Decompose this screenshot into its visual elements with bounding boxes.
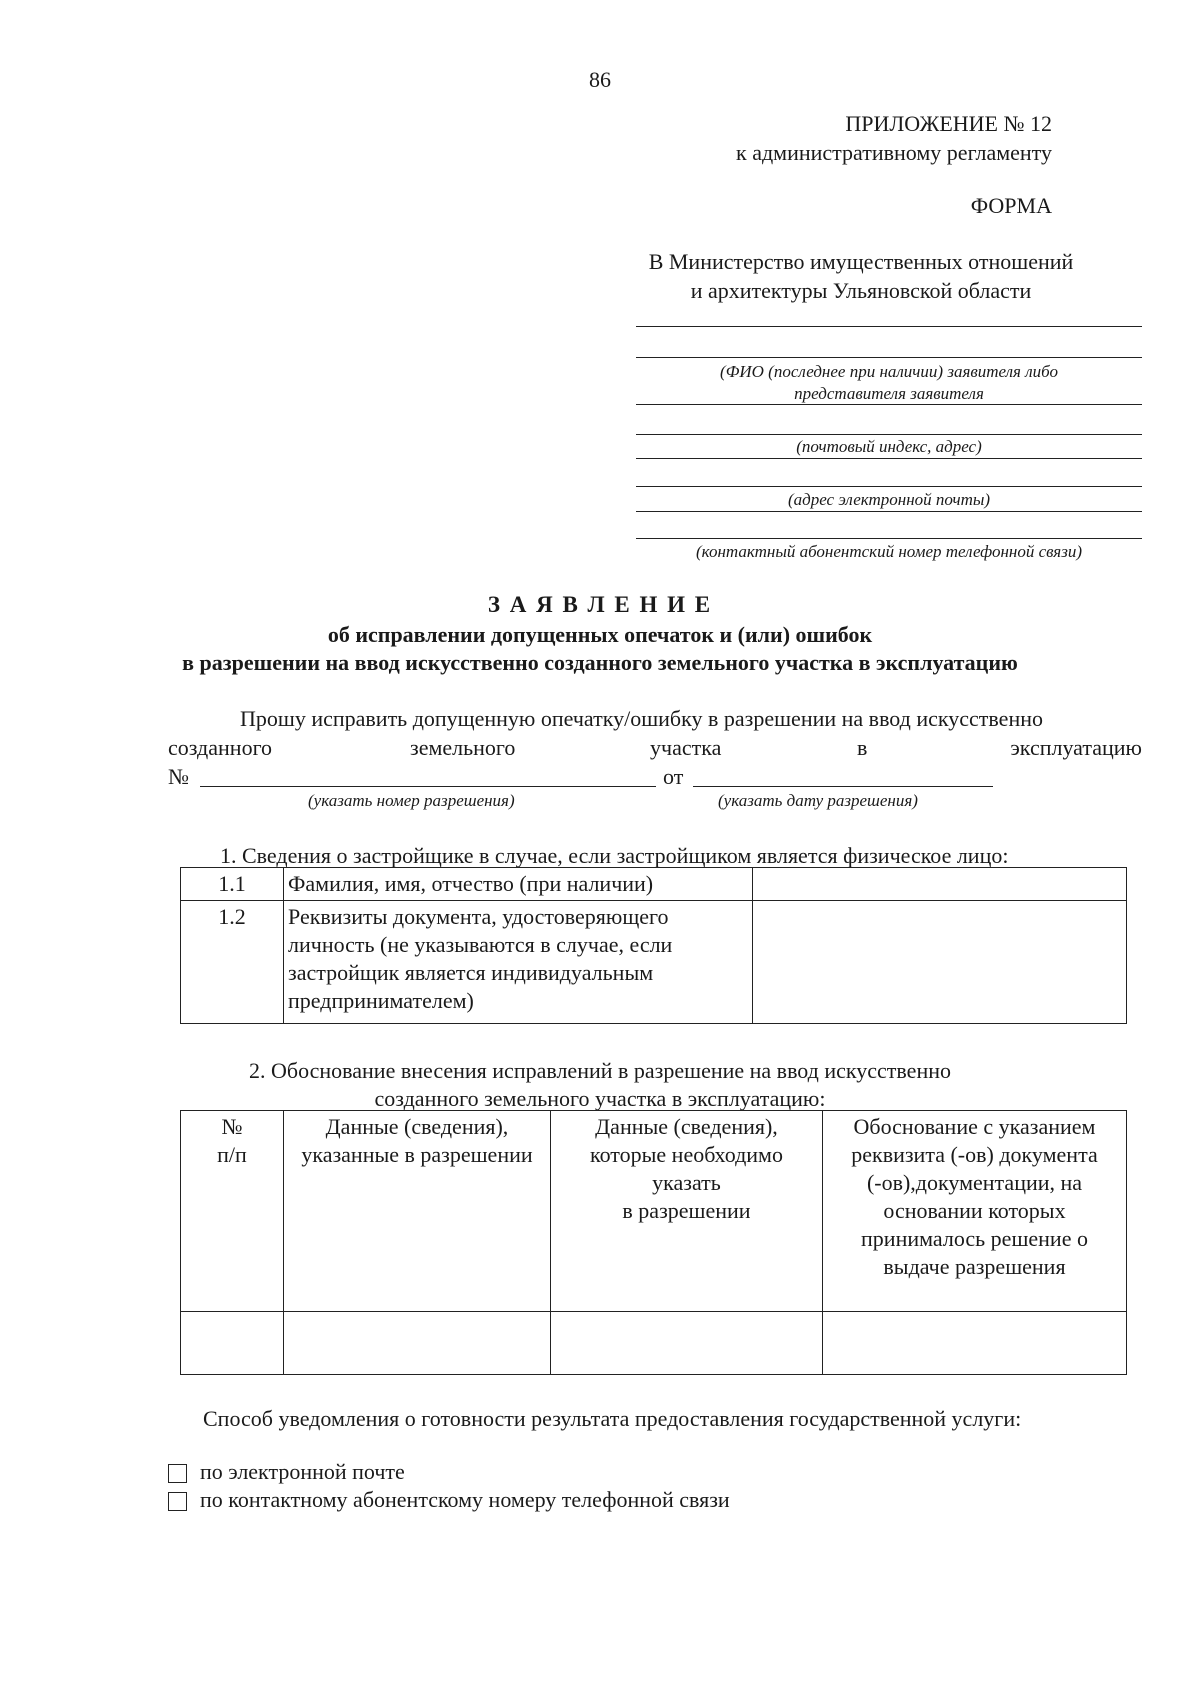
row-number: 1.2 (181, 901, 284, 1024)
hint-fio-2: представителя заявителя (794, 384, 984, 403)
header-line: Данные (сведения), (325, 1114, 509, 1139)
row-label-line: застройщик является индивидуальным (288, 960, 654, 985)
section-2-heading-2: созданного земельного участка в эксплуатацию: (374, 1086, 826, 1111)
applicant-line-1[interactable] (636, 326, 1142, 327)
hint-address: (почтовый индекс, адрес) (796, 437, 982, 456)
row-label-line: предпринимателем) (288, 988, 474, 1013)
request-word-5: эксплуатацию (1010, 735, 1142, 760)
header-line: принималось решение о (861, 1226, 1088, 1251)
page-number: 86 (589, 67, 611, 92)
applicant-info-table (180, 867, 1127, 1024)
cell-current-field[interactable] (284, 1312, 551, 1375)
cell-justification-field[interactable] (823, 1312, 1127, 1375)
email-checkbox[interactable] (168, 1464, 187, 1483)
permit-number-field[interactable] (200, 786, 656, 787)
address-underline (636, 458, 1142, 459)
header-line: Данные (сведения), (595, 1114, 778, 1139)
request-word-1: созданного (168, 735, 273, 760)
phone-option-label: по контактному абонентскому номеру телефонной связи (200, 1487, 730, 1512)
email-underline (636, 511, 1142, 512)
hint-permit-number: (указать номер разрешения) (308, 791, 515, 810)
request-line-1: Прошу исправить допущенную опечатку/ошибку в разрешении на ввод искусственно (240, 706, 1043, 731)
appendix-subtitle: к административному регламенту (736, 140, 1052, 165)
email-line[interactable] (636, 486, 1142, 487)
request-word-3: участка (650, 735, 722, 760)
request-word-4: в (857, 735, 868, 760)
header-line: п/п (217, 1142, 247, 1167)
form-label: ФОРМА (970, 193, 1052, 218)
request-word-2: земельного (410, 735, 516, 760)
row-label-line: личность (не указываются в случае, если (288, 932, 673, 957)
table-header-row (181, 1111, 1127, 1312)
document-subtitle-1: об исправлении допущенных опечаток и (или) ошибок (327, 622, 873, 647)
header-line: Обоснование с указанием (853, 1114, 1096, 1139)
row-value-field[interactable] (753, 901, 1127, 1024)
appendix-title: ПРИЛОЖЕНИЕ № 12 (845, 111, 1052, 136)
table-row (181, 1312, 1127, 1375)
header-line: основании которых (883, 1198, 1066, 1223)
document-title: З А Я В Л Е Н И Е (487, 592, 713, 617)
table-row (181, 868, 1127, 901)
table-row (181, 901, 1127, 1024)
corrections-table (180, 1110, 1127, 1375)
email-option-label: по электронной почте (200, 1459, 405, 1484)
section-2-heading-1: 2. Обоснование внесения исправлений в разрешение на ввод искусственно (249, 1058, 951, 1083)
section-1-heading: 1. Сведения о застройщике в случае, если застройщиком является физическое лицо: (220, 843, 1009, 868)
row-label: Фамилия, имя, отчество (при наличии) (284, 868, 753, 901)
cell-number-field[interactable] (181, 1312, 284, 1375)
row-label-line: Реквизиты документа, удостоверяющего (288, 904, 669, 929)
phone-checkbox[interactable] (168, 1492, 187, 1511)
hint-phone: (контактный абонентский номер телефонной связи) (696, 542, 1082, 561)
header-line: которые необходимо (590, 1142, 783, 1167)
header-line: в разрешении (622, 1198, 751, 1223)
hint-fio-1: (ФИО (последнее при наличии) заявителя либо (720, 362, 1058, 381)
notification-heading: Способ уведомления о готовности результата предоставления государственной услуги: (203, 1406, 1022, 1431)
cell-correct-field[interactable] (551, 1312, 823, 1375)
col-header-justification (823, 1111, 1127, 1312)
hint-permit-date: (указать дату разрешения) (718, 791, 918, 810)
header-line: указанные в разрешении (301, 1142, 533, 1167)
col-header-current (284, 1111, 551, 1312)
header-line: № (221, 1114, 243, 1139)
document-subtitle-2: в разрешении на ввод искусственно созданного земельного участка в эксплуатацию (182, 650, 1018, 675)
number-sign: № (168, 764, 189, 789)
applicant-line-3[interactable] (636, 404, 1142, 405)
hint-email: (адрес электронной почты) (787, 490, 991, 509)
row-value-field[interactable] (753, 868, 1127, 901)
row-label (284, 901, 753, 1024)
col-header-correct (551, 1111, 823, 1312)
phone-line[interactable] (636, 538, 1142, 539)
addressee-line-1: В Министерство имущественных отношений (648, 249, 1074, 274)
header-line: (-ов),документации, на (866, 1170, 1083, 1195)
col-header-number (181, 1111, 284, 1312)
from-label: от (663, 764, 684, 789)
header-line: выдаче разрешения (883, 1254, 1066, 1279)
applicant-line-2[interactable] (636, 357, 1142, 358)
row-number: 1.1 (181, 868, 284, 901)
address-line[interactable] (636, 434, 1142, 435)
permit-date-field[interactable] (693, 786, 993, 787)
addressee-line-2: и архитектуры Ульяновской области (690, 278, 1032, 303)
header-line: указать (652, 1170, 721, 1195)
header-line: реквизита (-ов) документа (851, 1142, 1098, 1167)
